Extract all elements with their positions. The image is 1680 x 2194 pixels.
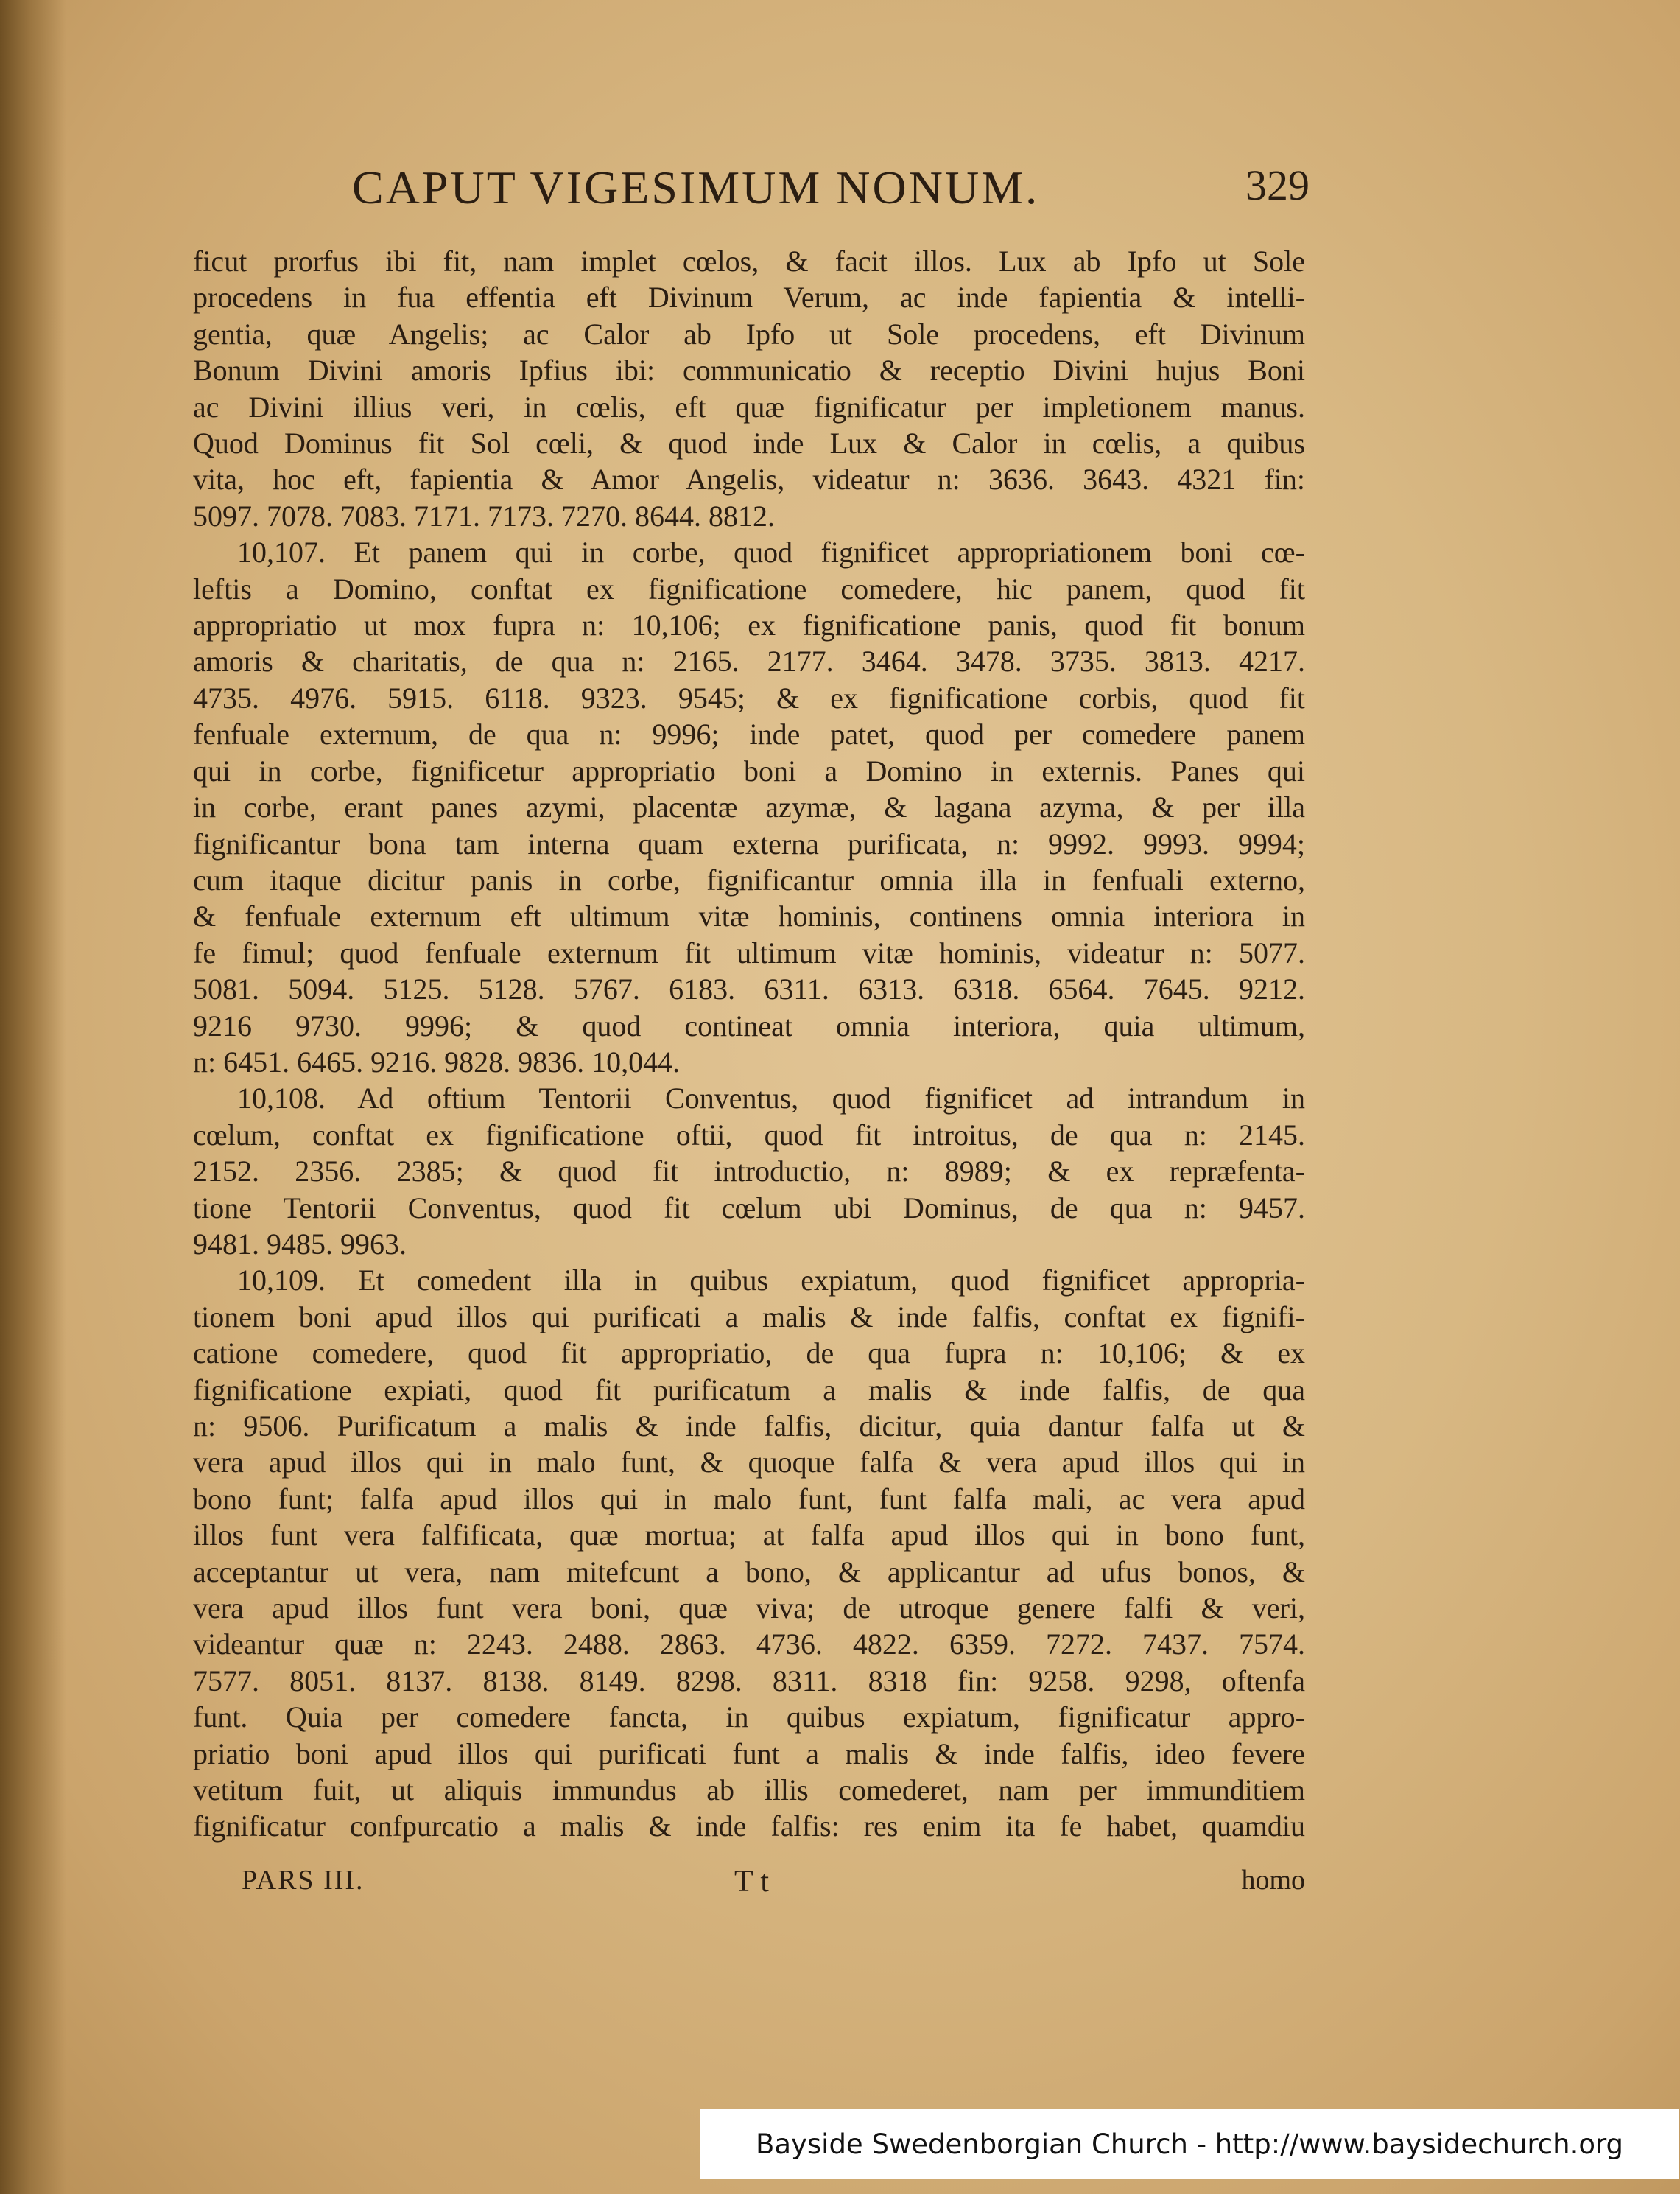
text-line: Bonum Divini amoris Ipfius ibi: communicatio & receptio Divini hujus Boni bbox=[193, 354, 1305, 388]
text-line: ac Divini illius veri, in cœlis, eft quæ fignificatur per impletionem manus. bbox=[193, 390, 1305, 424]
text-line: appropriatio ut mox fupra n: 10,106; ex fignificatione panis, quod fit bonum bbox=[193, 609, 1305, 642]
chapter-title: CAPUT VIGESIMUM NONUM. bbox=[352, 161, 1040, 214]
text-line: vera apud illos qui in malo funt, & quoque falfa & vera apud illos qui in bbox=[193, 1445, 1305, 1479]
text-line: fignificatur confpurcatio a malis & inde falfis: res enim ita fe habet, quamdiu bbox=[193, 1809, 1305, 1843]
running-header bbox=[352, 161, 1310, 227]
signature-mark: T t bbox=[734, 1865, 770, 1899]
text-line: 10,107. Et panem qui in corbe, quod fignificet appropriationem boni cœ- bbox=[237, 536, 1305, 569]
text-line: 10,109. Et comedent illa in quibus expiatum, quod fignificet appropria- bbox=[237, 1264, 1305, 1297]
text-line: gentia, quæ Angelis; ac Calor ab Ipfo ut Sole procedens, eft Divinum bbox=[193, 317, 1305, 351]
page-footer bbox=[193, 1864, 1305, 1908]
text-line: acceptantur ut vera, nam mitefcunt a bono, & applicantur ad ufus bonos, & bbox=[193, 1555, 1305, 1588]
text-line: 2152. 2356. 2385; & quod fit introductio, n: 8989; & ex repræfenta- bbox=[193, 1154, 1305, 1188]
part-label: PARS III. bbox=[242, 1865, 365, 1896]
text-line: illos funt vera falfificata, quæ mortua; at falfa apud illos qui in bono funt, bbox=[193, 1518, 1305, 1552]
text-line: 9481. 9485. 9963. bbox=[193, 1227, 407, 1261]
text-line: qui in corbe, fignificetur appropriatio boni a Domino in externis. Panes qui bbox=[193, 754, 1305, 788]
text-line: leftis a Domino, conftat ex fignificatione comedere, hic panem, quod fit bbox=[193, 572, 1305, 606]
text-line: vetitum fuit, ut aliquis immundus ab illis comederet, nam per immunditiem bbox=[193, 1773, 1305, 1807]
text-line: n: 6451. 6465. 9216. 9828. 9836. 10,044. bbox=[193, 1045, 681, 1079]
text-line: n: 9506. Purificatum a malis & inde falfis, dicitur, quia dantur falfa ut & bbox=[193, 1409, 1305, 1443]
text-line: fenfuale externum, de qua n: 9996; inde patet, quod per comedere panem bbox=[193, 718, 1305, 751]
text-line: funt. Quia per comedere fancta, in quibus expiatum, fignificatur appro- bbox=[193, 1700, 1305, 1734]
catchword: homo bbox=[1241, 1865, 1305, 1896]
body-text bbox=[193, 243, 1305, 1845]
text-line: fignificatione expiati, quod fit purificatum a malis & inde falfis, de qua bbox=[193, 1373, 1305, 1406]
text-line: priatio boni apud illos qui purificati funt a malis & inde falfis, ideo fevere bbox=[193, 1736, 1305, 1770]
text-line: 5097. 7078. 7083. 7171. 7173. 7270. 8644. 8812. bbox=[193, 499, 775, 533]
watermark-banner: Bayside Swedenborgian Church - http://www.baysidechurch.org bbox=[700, 2109, 1679, 2179]
text-line: procedens in fua effentia eft Divinum Verum, ac inde fapientia & intelli- bbox=[193, 281, 1305, 315]
text-line: Quod Dominus fit Sol cœli, & quod inde Lux & Calor in cœlis, a quibus bbox=[193, 427, 1305, 460]
text-line: in corbe, erant panes azymi, placentæ azymæ, & lagana azyma, & per illa bbox=[193, 791, 1305, 824]
binding-shadow bbox=[0, 0, 66, 2194]
text-line: bono funt; falfa apud illos qui in malo funt, funt falfa mali, ac vera apud bbox=[193, 1482, 1305, 1515]
text-line: tione Tentorii Conventus, quod fit cœlum ubi Dominus, de qua n: 9457. bbox=[193, 1191, 1305, 1224]
text-line: catione comedere, quod fit appropriatio, de qua fupra n: 10,106; & ex bbox=[193, 1336, 1305, 1370]
text-line: cum itaque dicitur panis in corbe, fignificantur omnia illa in fenfuali externo, bbox=[193, 863, 1305, 897]
text-line: 10,108. Ad oftium Tentorii Conventus, quod fignificet ad intrandum in bbox=[237, 1082, 1305, 1115]
text-line: vera apud illos funt vera boni, quæ viva; de utroque genere falfi & veri, bbox=[193, 1591, 1305, 1625]
text-line: 4735. 4976. 5915. 6118. 9323. 9545; & ex fignificatione corbis, quod fit bbox=[193, 681, 1305, 715]
text-line: videantur quæ n: 2243. 2488. 2863. 4736. 4822. 6359. 7272. 7437. 7574. bbox=[193, 1627, 1305, 1661]
text-line: tionem boni apud illos qui purificati a malis & inde falfis, conftat ex fignifi- bbox=[193, 1300, 1305, 1333]
text-line: fignificantur bona tam interna quam externa purificata, n: 9992. 9993. 9994; bbox=[193, 827, 1305, 861]
text-line: amoris & charitatis, de qua n: 2165. 2177. 3464. 3478. 3735. 3813. 4217. bbox=[193, 645, 1305, 679]
text-line: cœlum, conftat ex fignificatione oftii, quod fit introitus, de qua n: 2145. bbox=[193, 1118, 1305, 1152]
text-line: vita, hoc eft, fapientia & Amor Angelis, videatur n: 3636. 3643. 4321 fin: bbox=[193, 463, 1305, 497]
text-line: 5081. 5094. 5125. 5128. 5767. 6183. 6311. 6313. 6318. 6564. 7645. 9212. bbox=[193, 972, 1305, 1006]
page-number: 329 bbox=[1245, 161, 1310, 209]
text-line: 7577. 8051. 8137. 8138. 8149. 8298. 8311. 8318 fin: 9258. 9298, oftenfa bbox=[193, 1664, 1305, 1697]
text-line: & fenfuale externum eft ultimum vitæ hominis, continens omnia interiora in bbox=[193, 900, 1305, 933]
text-line: fe fimul; quod fenfuale externum fit ultimum vitæ hominis, videatur n: 5077. bbox=[193, 936, 1305, 970]
text-line: ficut prorfus ibi fit, nam implet cœlos, & facit illos. Lux ab Ipfo ut Sole bbox=[193, 245, 1305, 278]
text-line: 9216 9730. 9996; & quod contineat omnia interiora, quia ultimum, bbox=[193, 1009, 1305, 1042]
